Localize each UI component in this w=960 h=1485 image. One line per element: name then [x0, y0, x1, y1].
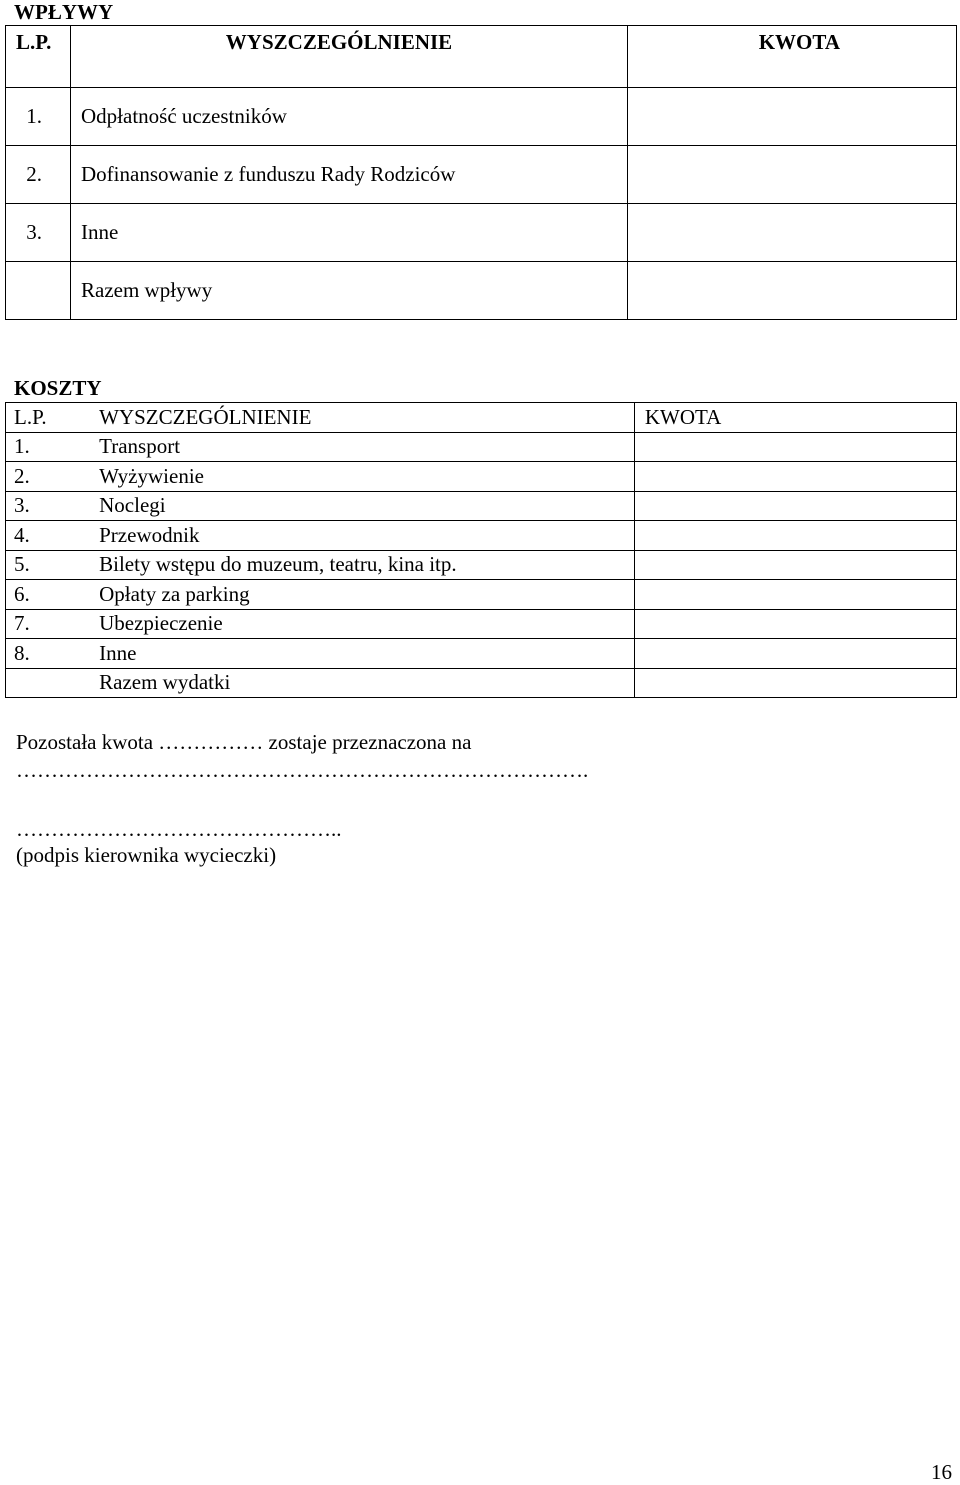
page-number: 16: [931, 1460, 952, 1484]
table-row: [6, 491, 957, 521]
income-amount-cell[interactable]: [628, 88, 957, 146]
costs-row-desc: Opłaty za parking: [99, 580, 634, 610]
income-total-amount-cell[interactable]: [628, 262, 957, 320]
costs-row-desc: Przewodnik: [99, 521, 634, 551]
costs-amount-cell[interactable]: [634, 432, 956, 462]
costs-total-amount-cell[interactable]: [634, 668, 956, 698]
table-row: [6, 204, 957, 262]
costs-amount-cell[interactable]: [634, 639, 956, 669]
table-row: [6, 462, 957, 492]
income-header-row: [6, 26, 957, 88]
costs-row-lp: 7.: [6, 609, 100, 639]
costs-total-label: Razem wydatki: [99, 668, 634, 698]
costs-amount-cell[interactable]: [634, 609, 956, 639]
signature-label: (podpis kierownika wycieczki): [16, 843, 277, 867]
signature-dots: ………………………………………..: [16, 817, 342, 841]
costs-row-lp: 6.: [6, 580, 100, 610]
table-row: [6, 609, 957, 639]
costs-row-desc: Noclegi: [99, 491, 634, 521]
table-row: [6, 521, 957, 551]
costs-amount-cell[interactable]: [634, 462, 956, 492]
income-row-desc: Inne: [81, 220, 119, 244]
income-row-desc: Odpłatność uczestników: [81, 104, 287, 128]
costs-row-desc: Bilety wstępu do muzeum, teatru, kina itp.: [99, 550, 634, 580]
table-row: [6, 146, 957, 204]
costs-row-desc: Wyżywienie: [99, 462, 634, 492]
costs-heading: KOSZTY: [14, 376, 102, 400]
costs-row-desc: Transport: [99, 432, 634, 462]
costs-row-lp: 3.: [6, 491, 100, 521]
remaining-amount-line: Pozostała kwota …………… zostaje przeznaczona na: [16, 730, 472, 754]
costs-row-lp: 4.: [6, 521, 100, 551]
costs-row-desc: Inne: [99, 639, 634, 669]
income-header-amount: KWOTA: [628, 26, 957, 88]
costs-row-lp: 1.: [6, 432, 100, 462]
income-amount-cell[interactable]: [628, 204, 957, 262]
costs-amount-cell[interactable]: [634, 491, 956, 521]
costs-amount-cell[interactable]: [634, 521, 956, 551]
costs-header-lp: L.P.: [6, 403, 100, 433]
remaining-purpose-dots: ……………………………………………………………………….: [16, 758, 589, 782]
table-row: [6, 432, 957, 462]
costs-header-amount: KWOTA: [634, 403, 956, 433]
table-row: [6, 550, 957, 580]
income-row-lp: 3.: [26, 220, 42, 244]
costs-total-row: [6, 668, 957, 698]
table-row: [6, 580, 957, 610]
income-total-label: Razem wpływy: [81, 278, 213, 302]
table-row: [6, 88, 957, 146]
costs-header-row: [6, 403, 957, 433]
income-row-desc: Dofinansowanie z funduszu Rady Rodziców: [81, 162, 456, 186]
costs-header-desc: WYSZCZEGÓLNIENIE: [99, 403, 634, 433]
income-total-row: [6, 262, 957, 320]
costs-row-lp: 8.: [6, 639, 100, 669]
costs-table: [5, 402, 957, 698]
costs-amount-cell[interactable]: [634, 580, 956, 610]
costs-row-lp: [6, 668, 100, 698]
table-row: [6, 639, 957, 669]
income-table: [5, 25, 957, 320]
income-row-lp: 2.: [26, 162, 42, 186]
income-amount-cell[interactable]: [628, 146, 957, 204]
income-row-lp: 1.: [26, 104, 42, 128]
costs-row-lp: 5.: [6, 550, 100, 580]
costs-amount-cell[interactable]: [634, 550, 956, 580]
costs-row-desc: Ubezpieczenie: [99, 609, 634, 639]
income-header-desc: WYSZCZEGÓLNIENIE: [71, 26, 628, 88]
income-heading: WPŁYWY: [14, 0, 114, 24]
costs-row-lp: 2.: [6, 462, 100, 492]
income-header-lp: L.P.: [6, 26, 71, 88]
